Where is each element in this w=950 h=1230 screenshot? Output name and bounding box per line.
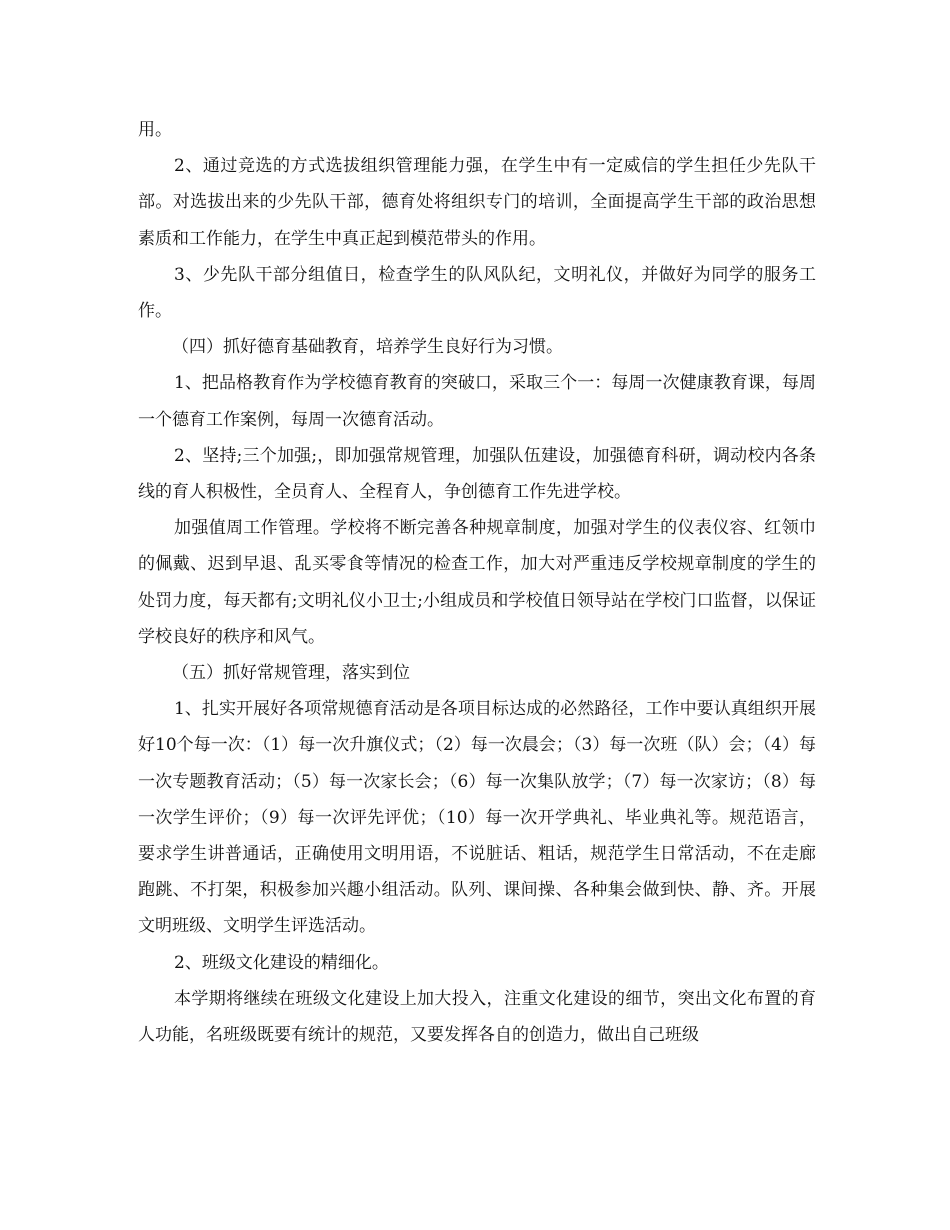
paragraph-continuation: 用。 xyxy=(138,120,172,140)
paragraph-item-2-class-culture: 2、班级文化建设的精细化。 xyxy=(174,952,389,973)
paragraph-weekly-duty-management: 加强值周工作管理。学校将不断完善各种规章制度，加强对学生的仪表仪容、红领巾的佩戴、迟到早退、乱买零食等情况的检查工作，加大对严重违反学校规章制度的学生的处罚力度，每天都有;文明礼仪小卫士;小组成员和学校值日领导站在学校门口监督，以保证学校良好的秩序和风气。 xyxy=(138,518,816,647)
paragraph-item-1-routine-activities: 1、扎实开展好各项常规德育活动是各项目标达成的必然路径，工作中要认真组织开展好10个每一次：（1）每一次升旗仪式；（2）每一次晨会；（3）每一次班（队）会；（4）每一次专题教育活动；（5）每一次家长会；（6）每一次集队放学；（7）每一次家访；（8）每一次学生评价；（9）每一次评先评优；（10）每一次开学典礼、毕业典礼等。规范语言，要求学生讲普通话，正确使用文明用语，不说脏话、粗话，规范学生日常活动，不在走廊跑跳、不打架，积极参加兴趣小组活动。队列、课间操、各种集会做到快、静、齐。开展文明班级、文明学生评选活动。 xyxy=(138,699,816,937)
paragraph-item-1-character-education: 1、把品格教育作为学校德育教育的突破口，采取三个一：每周一次健康教育课，每周一个德育工作案例，每周一次德育活动。 xyxy=(138,373,816,430)
document-body xyxy=(138,112,816,1053)
paragraph-class-culture-detail: 本学期将继续在班级文化建设上加大投入，注重文化建设的细节，突出文化布置的育人功能，名班级既要有统计的规范，又要发挥各自的创造力，做出自己班级 xyxy=(138,988,816,1046)
section-heading-five: （五）抓好常规管理，落实到位 xyxy=(172,663,410,684)
section-heading-four: （四）抓好德育基础教育，培养学生良好行为习惯。 xyxy=(172,337,563,358)
paragraph-item-3-cadre-duty: 3、少先队干部分组值日，检查学生的队风队纪，文明礼仪，并做好为同学的服务工作。 xyxy=(138,264,816,322)
paragraph-item-2-cadre-selection: 2、通过竞选的方式选拔组织管理能力强，在学生中有一定威信的学生担任少先队干部。对选拔出来的少先队干部，德育处将组织专门的培训，全面提高学生干部的政治思想素质和工作能力，在学生中真正起到模范带头的作用。 xyxy=(138,156,816,249)
paragraph-item-2-three-strengthen: 2、坚持;三个加强;，即加强常规管理，加强队伍建设，加强德育科研，调动校内各条线的育人积极性，全员育人、全程育人，争创德育工作先进学校。 xyxy=(138,445,816,503)
